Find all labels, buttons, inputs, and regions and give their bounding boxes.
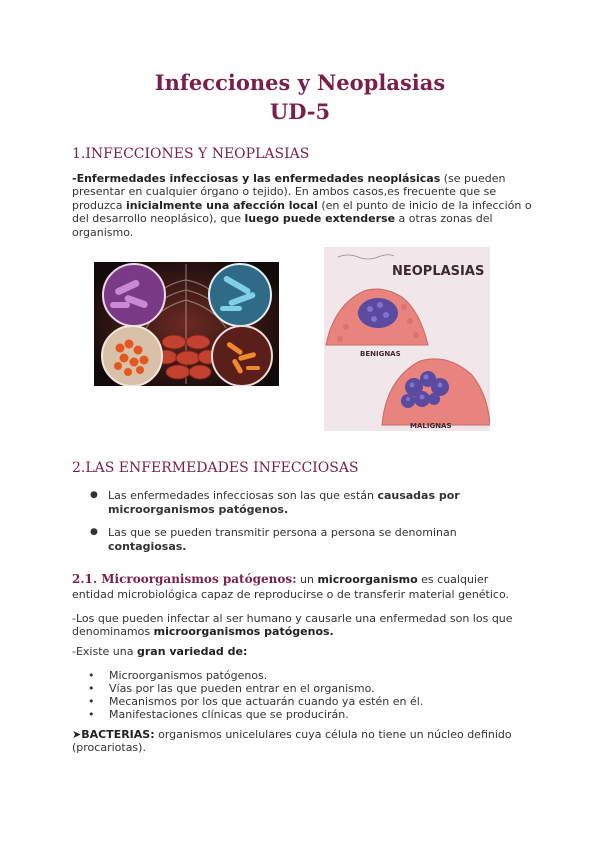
section2-bullet-list [90,489,490,563]
section21-paragraph [72,572,532,602]
section1-bold3: luego puede extenderse [244,212,396,226]
bacterias-bold: ➤BACTERIAS: [72,728,155,741]
section1-text3: a otras zonas del organismo. [72,212,493,239]
section1-bold2: inicialmente una afección local [126,198,318,212]
list-item [90,526,490,553]
list-item [90,489,490,516]
section21-text1: un [296,573,318,586]
section2-heading: 2.LAS ENFERMEDADES INFECCIOSAS [72,460,359,476]
bacterias-text: organismos unicelulares cuya célula no tiene un núcleo definido (procariotas). [72,728,512,755]
list-item: • Microorganismos patógenos. [88,669,423,682]
list-item: • Manifestaciones clínicas que se producirán. [88,708,423,721]
bullet1-bold: causadas por microorganismos patógenos. [108,489,460,516]
malign-label: MALIGNAS [410,422,452,430]
variety-list [88,669,423,721]
neoplasias-illustration [324,247,490,431]
list-item: • Vías por las que pueden entrar en el organismo. [88,682,423,695]
bullet2-text: Las que se pueden transmitir persona a persona se denominan [108,526,457,539]
section21-p3-bold: gran variedad de: [136,645,248,658]
section21-paragraph3 [72,645,532,658]
section21-heading: 2.1. Microorganismos patógenos: [72,572,297,586]
section1-heading: 1.INFECCIONES Y NEOPLASIAS [72,146,310,162]
bullet1-text: Las enfermedades infecciosas son las que están [108,489,378,502]
bullet2-bold: contagiosas. [108,539,187,553]
section1-paragraph [72,172,532,239]
infection-illustration [94,262,279,386]
bacterias-paragraph [72,728,532,755]
section21-p2-text: -Los que pueden infectar al ser humano y causarle una enfermedad son los que denominamos [72,612,513,639]
section1-bold1: -Enfermedades infecciosas y las enfermedades neoplásicas [72,172,441,185]
section21-bold1: microorganismo [317,573,418,586]
benign-label: BENIGNAS [360,350,401,358]
section1-text1: (se pueden presentar en cualquier órgano o tejido). En ambos casos,es frecuente que se produzca [72,172,506,212]
section1-text2: (en el punto de inicio de la infección o del desarrollo neoplásico), que [72,198,532,226]
document-subtitle: UD-5 [269,99,331,124]
section21-paragraph2 [72,612,532,639]
section21-p3-text: -Existe una [72,645,137,658]
infection-illustration-graphic [94,262,279,386]
document-title: Infecciones y Neoplasias [154,70,446,95]
neoplasias-image-title: NEOPLASIAS [392,264,485,279]
section21-text2: es cualquier entidad microbiológica capaz de reproducirse o de transferir material genético. [72,573,510,601]
list-item: • Mecanismos por los que actuarán cuando ya estén en él. [88,695,423,708]
neoplasias-illustration-graphic [324,247,490,431]
section21-p2-bold: microorganismos patógenos. [153,625,334,639]
